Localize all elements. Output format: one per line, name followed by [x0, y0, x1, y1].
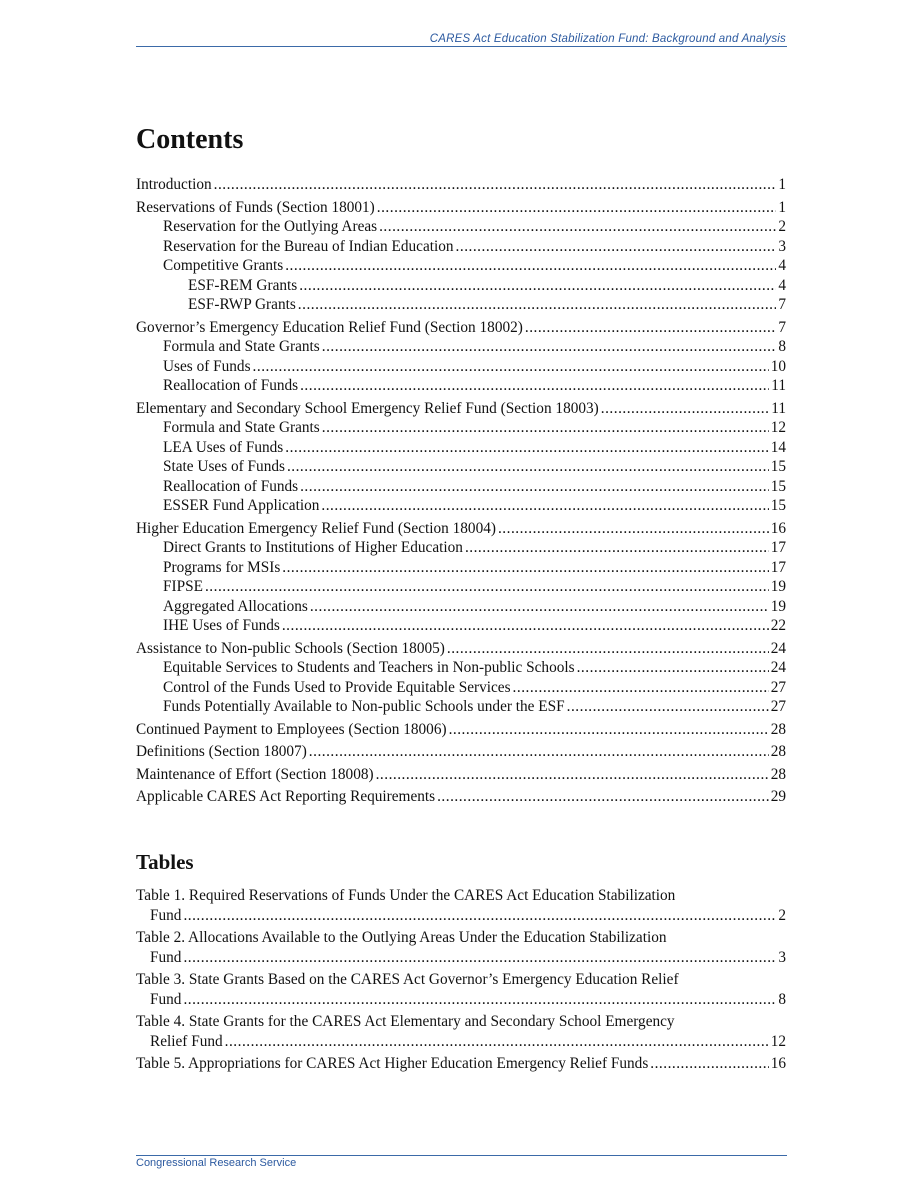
toc-entry-title: Reallocation of Funds: [163, 377, 299, 394]
dot-leader: [567, 697, 769, 717]
toc-entry-page: 16: [770, 519, 786, 537]
toc-entry-page: 29: [770, 788, 786, 805]
toc-entry-page: 19: [770, 578, 786, 595]
toc-entry[interactable]: [136, 577, 786, 597]
toc-entry[interactable]: [136, 318, 786, 338]
toc-entry-page: 28: [770, 720, 786, 738]
dot-leader: [321, 496, 768, 516]
toc-entry-title: ESSER Fund Application: [163, 497, 320, 514]
dot-leader: [300, 376, 769, 396]
dot-leader: [465, 538, 769, 558]
toc-entry[interactable]: [136, 558, 786, 578]
toc-entry-title: Continued Payment to Employees (Section 18006): [136, 720, 447, 738]
toc-entry-page: 10: [770, 357, 786, 375]
dot-leader: [310, 597, 769, 617]
table-entry-title-continued: Relief Fund: [150, 1032, 223, 1050]
toc-entry[interactable]: [136, 697, 786, 717]
dot-leader: [183, 948, 776, 968]
toc-entry[interactable]: [136, 477, 786, 497]
toc-entry-title: Competitive Grants: [163, 257, 284, 274]
toc-entry-title: Uses of Funds: [163, 357, 251, 375]
toc-entry-page: 27: [770, 698, 786, 715]
dot-leader: [513, 678, 769, 698]
toc-entry-title: Funds Potentially Available to Non-public Schools under the ESF: [163, 698, 565, 715]
dot-leader: [650, 1054, 768, 1074]
dot-leader: [437, 787, 769, 807]
toc-entry-page: 7: [778, 318, 786, 336]
toc-entry[interactable]: [136, 198, 786, 218]
toc-entry-page: 12: [770, 419, 786, 436]
toc-entry[interactable]: [136, 678, 786, 698]
toc-entry[interactable]: [136, 276, 786, 296]
toc-entry[interactable]: [136, 639, 786, 659]
toc-entry[interactable]: [136, 496, 786, 516]
toc-entry-title: Equitable Services to Students and Teachers in Non-public Schools: [163, 659, 575, 676]
toc-entry-page: 4: [778, 276, 786, 294]
toc-entry[interactable]: [136, 538, 786, 558]
toc-entry-title: IHE Uses of Funds: [163, 617, 280, 634]
dot-leader: [322, 337, 777, 357]
toc-entry-page: 22: [770, 617, 786, 634]
dot-leader: [601, 399, 770, 419]
dot-leader: [456, 237, 777, 257]
table-entry[interactable]: [136, 928, 786, 967]
table-entry-page: 12: [770, 1032, 786, 1050]
dot-leader: [577, 658, 769, 678]
table-entry[interactable]: [136, 886, 786, 925]
dot-leader: [300, 477, 769, 497]
toc-entry[interactable]: [136, 597, 786, 617]
toc-entry[interactable]: [136, 418, 786, 438]
footer-rule: [136, 1155, 787, 1156]
toc-entry[interactable]: [136, 357, 786, 377]
toc-entry[interactable]: [136, 742, 786, 762]
dot-leader: [285, 256, 776, 276]
dot-leader: [299, 276, 776, 296]
toc-entry-title: Maintenance of Effort (Section 18008): [136, 765, 374, 783]
toc-entry-title: Aggregated Allocations: [163, 597, 308, 615]
toc-entry-title: Reservations of Funds (Section 18001): [136, 198, 375, 216]
dot-leader: [287, 457, 769, 477]
toc-entry-page: 3: [778, 237, 786, 255]
toc-entry-page: 19: [770, 597, 786, 615]
header-rule: [136, 46, 787, 47]
toc-entry-title: Definitions (Section 18007): [136, 743, 307, 760]
toc-entry[interactable]: [136, 376, 786, 396]
toc-entry-page: 11: [771, 399, 786, 417]
toc-entry-title: FIPSE: [163, 578, 203, 595]
toc-entry-page: 17: [770, 539, 786, 556]
toc-entry-title: Programs for MSIs: [163, 558, 281, 576]
contents-heading: Contents: [136, 124, 244, 155]
toc-entry-title: LEA Uses of Funds: [163, 438, 284, 456]
toc-entry-title: Assistance to Non-public Schools (Section 18005): [136, 639, 445, 657]
toc-entry-title: Reservation for the Bureau of Indian Education: [163, 237, 454, 255]
table-entry-title: Table 1. Required Reservations of Funds Under the CARES Act Education Stabilization: [136, 887, 676, 904]
toc-entry-title: Formula and State Grants: [163, 338, 320, 355]
toc-entry[interactable]: [136, 438, 786, 458]
toc-entry[interactable]: [136, 337, 786, 357]
dot-leader: [449, 720, 769, 740]
toc-entry-page: 24: [770, 659, 786, 676]
dot-leader: [298, 295, 777, 315]
toc-entry-title: State Uses of Funds: [163, 458, 285, 475]
toc-entry[interactable]: [136, 658, 786, 678]
dot-leader: [282, 616, 769, 636]
toc-entry-title: Applicable CARES Act Reporting Requirements: [136, 788, 436, 805]
table-of-contents: [136, 175, 786, 807]
list-of-tables: [136, 886, 786, 1077]
table-entry-title-continued: Table 5. Appropriations for CARES Act Higher Education Emergency Relief Funds: [136, 1055, 649, 1072]
dot-leader: [205, 577, 769, 597]
tables-heading: Tables: [136, 850, 194, 874]
toc-entry[interactable]: [136, 787, 786, 807]
table-entry-page: 8: [778, 990, 786, 1008]
toc-entry[interactable]: [136, 519, 786, 539]
toc-entry[interactable]: [136, 765, 786, 785]
toc-entry[interactable]: [136, 457, 786, 477]
table-entry-title-continued: Fund: [150, 906, 182, 924]
running-head: CARES Act Education Stabilization Fund: Background and Analysis: [429, 33, 786, 45]
dot-leader: [282, 558, 768, 578]
dot-leader: [309, 742, 769, 762]
toc-entry-title: Formula and State Grants: [163, 419, 320, 436]
table-entry-title: Table 4. State Grants for the CARES Act Elementary and Secondary School Emergency: [136, 1013, 675, 1030]
toc-entry[interactable]: [136, 616, 786, 636]
dot-leader: [253, 357, 769, 377]
table-entry-title-continued: Fund: [150, 990, 182, 1008]
toc-entry[interactable]: [136, 175, 786, 195]
table-entry-title: Table 3. State Grants Based on the CARES Act Governor’s Emergency Education Relief: [136, 971, 679, 988]
dot-leader: [447, 639, 769, 659]
dot-leader: [498, 519, 769, 539]
toc-entry-page: 15: [770, 477, 786, 495]
table-entry-title: Table 2. Allocations Available to the Outlying Areas Under the Education Stabilization: [136, 929, 667, 946]
toc-entry-title: Elementary and Secondary School Emergency Relief Fund (Section 18003): [136, 399, 599, 417]
dot-leader: [183, 906, 776, 926]
toc-entry-page: 7: [778, 296, 786, 313]
toc-entry-page: 27: [770, 678, 786, 696]
toc-entry-page: 15: [770, 458, 786, 475]
toc-entry-title: ESF-REM Grants: [188, 276, 298, 294]
dot-leader: [285, 438, 768, 458]
toc-entry-page: 11: [771, 377, 786, 394]
toc-entry-page: 24: [770, 639, 786, 657]
dot-leader: [379, 217, 776, 237]
toc-entry-page: 2: [778, 218, 786, 235]
toc-entry-page: 4: [778, 257, 786, 274]
toc-entry-page: 8: [778, 338, 786, 355]
toc-entry-page: 28: [770, 765, 786, 783]
dot-leader: [376, 765, 769, 785]
table-entry[interactable]: [136, 1054, 786, 1074]
toc-entry-title: Higher Education Emergency Relief Fund (Section 18004): [136, 519, 496, 537]
table-entry-title-continued: Fund: [150, 948, 182, 966]
toc-entry-page: 1: [778, 198, 786, 216]
dot-leader: [377, 198, 777, 218]
toc-entry-title: Reallocation of Funds: [163, 477, 299, 495]
toc-entry-page: 14: [770, 438, 786, 456]
toc-entry-page: 28: [770, 743, 786, 760]
dot-leader: [183, 990, 776, 1010]
toc-entry-title: Governor’s Emergency Education Relief Fund (Section 18002): [136, 318, 523, 336]
toc-entry-title: Introduction: [136, 176, 212, 193]
footer-publisher: Congressional Research Service: [136, 1157, 297, 1169]
dot-leader: [525, 318, 776, 338]
dot-leader: [214, 175, 777, 195]
table-entry[interactable]: [136, 970, 786, 1009]
table-entry-page: 3: [778, 948, 786, 966]
toc-entry-page: 15: [770, 497, 786, 514]
toc-entry-page: 1: [778, 176, 786, 193]
toc-entry[interactable]: [136, 256, 786, 276]
dot-leader: [322, 418, 769, 438]
toc-entry-title: ESF-RWP Grants: [188, 296, 296, 313]
toc-entry-title: Direct Grants to Institutions of Higher Education: [163, 539, 463, 556]
table-entry-page: 2: [778, 906, 786, 924]
toc-entry[interactable]: [136, 295, 786, 315]
dot-leader: [225, 1032, 769, 1052]
toc-entry[interactable]: [136, 720, 786, 740]
table-entry[interactable]: [136, 1012, 786, 1051]
toc-entry-title: Control of the Funds Used to Provide Equitable Services: [163, 678, 511, 696]
toc-entry-page: 17: [770, 558, 786, 576]
toc-entry-title: Reservation for the Outlying Areas: [163, 218, 378, 235]
table-entry-page: 16: [770, 1055, 786, 1072]
toc-entry[interactable]: [136, 237, 786, 257]
toc-entry[interactable]: [136, 217, 786, 237]
toc-entry[interactable]: [136, 399, 786, 419]
